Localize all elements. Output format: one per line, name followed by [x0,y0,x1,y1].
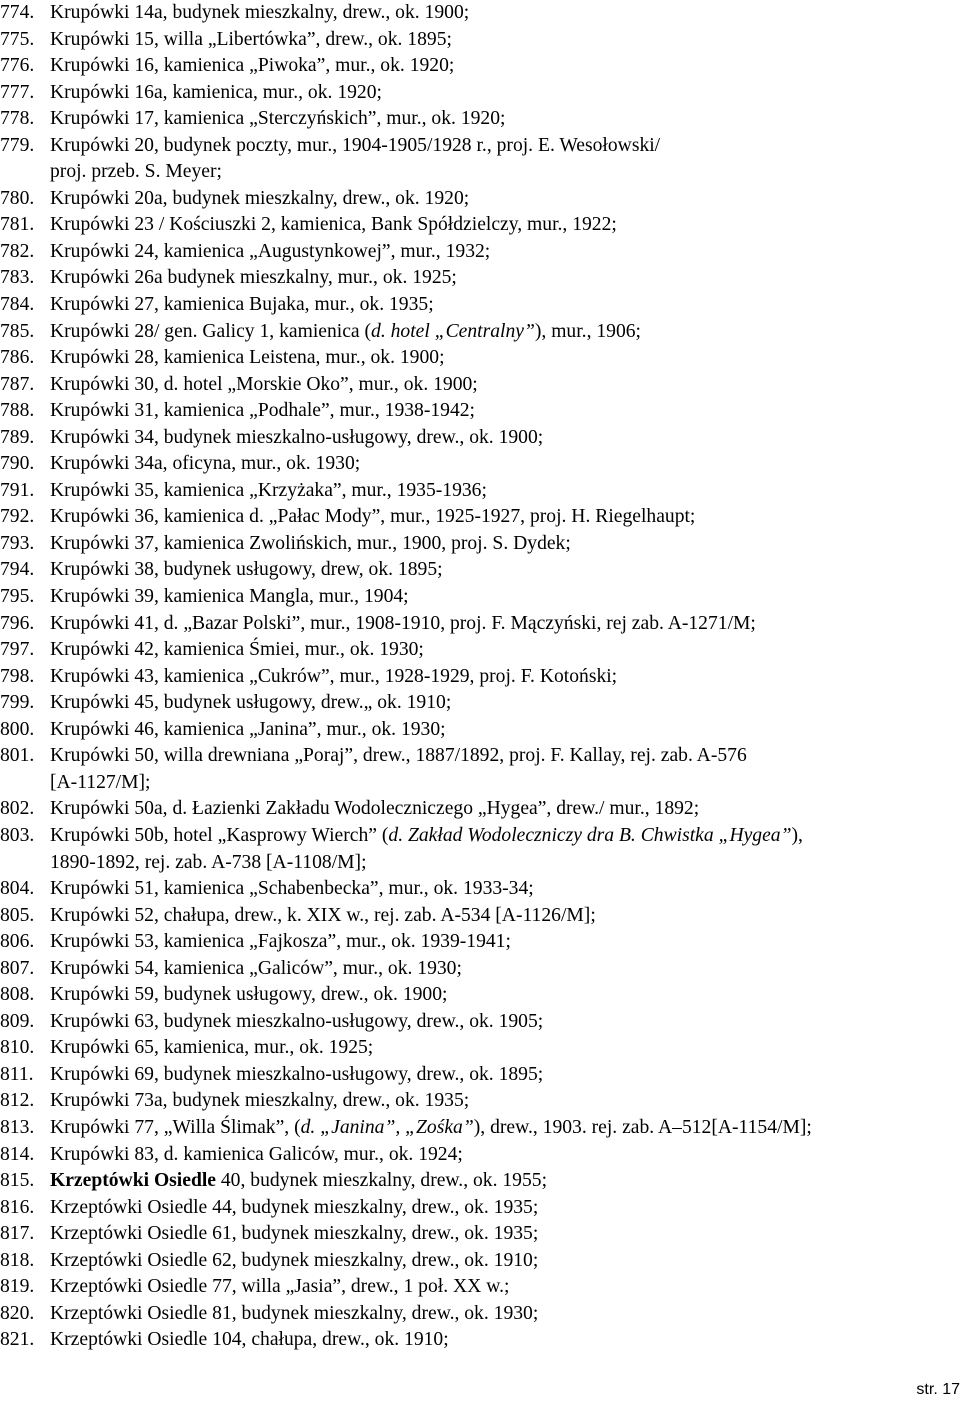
entry-text [50,690,960,717]
list-item [0,743,960,796]
entry-text [50,717,960,744]
entry-text [50,292,960,319]
entry-text-rest: ), mur., 1906; [534,320,642,342]
entry-text-main: Krupówki 31, kamienica „Podhale”, mur., 1938-1942; [50,400,475,422]
entry-text-main: Krupówki 59, budynek usługowy, drew., ok. 1900; [50,984,448,1006]
entry-text [50,796,960,823]
entry-text [50,80,960,107]
entry-number: 812. [0,1090,35,1112]
entry-text-main: Krupówki 17, kamienica „Sterczyńskich”, mur., ok. 1920; [50,108,506,130]
list-item [0,929,960,956]
entry-text-main: Krupówki 50, willa drewniana „Poraj”, drew., 1887/1892, proj. F. Kallay, rej. zab. A-576 [50,745,747,767]
entry-number: 776. [0,55,35,77]
entry-text [50,239,960,266]
list-item [0,611,960,638]
entry-number: 813. [0,1116,35,1138]
entry-number: 792. [0,506,35,528]
entry-text-main: Krupówki 42, kamienica Śmiei, mur., ok. 1930; [50,639,424,661]
entry-text [50,743,960,796]
entry-text-main: Krupówki 52, chałupa, drew., k. XIX w., rej. zab. A-534 [A-1126/M]; [50,904,596,926]
entry-text [50,1274,960,1301]
entry-number: 779. [0,134,35,156]
entry-text [50,133,960,186]
entry-text-main: Krupówki 30, d. hotel „Morskie Oko”, mur., ok. 1900; [50,373,478,395]
entry-text-main: Krupówki 14a, budynek mieszkalny, drew., ok. 1900; [50,2,470,23]
entry-text-main: Krupówki 23 / Kościuszki 2, kamienica, Bank Spółdzielczy, mur., 1922; [50,214,617,236]
entry-text [50,53,960,80]
entry-text-main: Krupówki 27, kamienica Bujaka, mur., ok. 1935; [50,294,434,316]
list-item [0,690,960,717]
entry-text [50,1168,960,1195]
entry-text-italic: d. Zakład Wodoleczniczy dra B. Chwistka „Hygea” [388,824,792,846]
entry-number: 809. [0,1010,35,1032]
entry-text-main: Krupówki 77, „Willa Ślimak”, ( [50,1116,301,1138]
list-item [0,1088,960,1115]
entry-text-rest: ), drew., 1903. rej. zab. A–512[A-1154/M]; [473,1116,812,1138]
entry-number: 786. [0,347,35,369]
entry-text-main: Krupówki 39, kamienica Mangla, mur., 1904; [50,586,409,608]
list-item [0,1168,960,1195]
list-item [0,1327,960,1354]
list-item [0,557,960,584]
page-number: str. 17 [916,1381,960,1398]
entry-number: 811. [0,1063,34,1085]
entry-number: 806. [0,931,35,953]
entry-number: 795. [0,586,35,608]
entry-text [50,372,960,399]
entry-text [50,451,960,478]
entry-number: 777. [0,81,35,103]
entry-text [50,584,960,611]
entry-number: 780. [0,187,35,209]
entry-text-main: Krupówki 50b, hotel „Kasprowy Wierch” ( [50,824,389,846]
entry-number: 789. [0,426,35,448]
entry-number: 793. [0,532,35,554]
entry-text-main: Krzeptówki Osiedle 61, budynek mieszkalny, drew., ok. 1935; [50,1223,539,1245]
list-item [0,982,960,1009]
entry-text [50,664,960,691]
entry-text [50,106,960,133]
list-item [0,531,960,558]
entry-text [50,1009,960,1036]
list-item [0,451,960,478]
entry-text-main: Krupówki 50a, d. Łazienki Zakładu Wodoleczniczego „Hygea”, drew./ mur., 1892; [50,798,700,820]
entry-text-continuation: 1890-1892, rej. zab. A-738 [A-1108/M]; [50,851,367,873]
list-item [0,186,960,213]
entry-number: 782. [0,240,35,262]
entry-text-italic: d. „Janina”, „Zośka” [300,1116,474,1138]
entry-text [50,876,960,903]
entry-text-main: Krupówki 54, kamienica „Galiców”, mur., ok. 1930; [50,957,462,979]
list-item [0,717,960,744]
entry-text [50,531,960,558]
list-item [0,1062,960,1089]
entry-text [50,982,960,1009]
entry-text-continuation: proj. przeb. S. Meyer; [50,161,222,183]
entry-text-italic: d. hotel „Centralny” [371,320,535,342]
list-item [0,372,960,399]
entry-text-main: Krupówki 63, budynek mieszkalno-usługowy, drew., ok. 1905; [50,1010,544,1032]
list-item [0,1115,960,1142]
entry-text-continuation: [A-1127/M]; [50,771,151,793]
list-item [0,106,960,133]
entry-number: 798. [0,665,35,687]
list-item [0,637,960,664]
entry-number: 800. [0,718,35,740]
list-item [0,27,960,54]
list-item [0,1221,960,1248]
entry-text [50,903,960,930]
entry-number: 802. [0,798,35,820]
list-item [0,1142,960,1169]
list-item [0,398,960,425]
entry-text-main: Krzeptówki Osiedle 104, chałupa, drew., ok. 1910; [50,1329,449,1351]
entry-text [50,1088,960,1115]
entry-text [50,425,960,452]
entry-number: 783. [0,267,35,289]
list-item [0,876,960,903]
entry-text [50,1221,960,1248]
entry-text-main: Krupówki 65, kamienica, mur., ok. 1925; [50,1037,374,1059]
list-item [0,1195,960,1222]
entry-text-main: Krupówki 20, budynek poczty, mur., 1904-1905/1928 r., proj. E. Wesołowski/ [50,134,661,156]
entry-text [50,1248,960,1275]
entry-text-main: Krupówki 34a, oficyna, mur., ok. 1930; [50,453,361,475]
entry-text-main: Krupówki 38, budynek usługowy, drew, ok. 1895; [50,559,443,581]
entry-text-main: Krupówki 26a budynek mieszkalny, mur., ok. 1925; [50,267,457,289]
list-item [0,1009,960,1036]
entry-text-main: Krupówki 15, willa „Libertówka”, drew., ok. 1895; [50,28,452,50]
entry-text-main: Krupówki 35, kamienica „Krzyżaka”, mur., 1935-1936; [50,479,487,501]
entry-text-main: Krupówki 41, d. „Bazar Polski”, mur., 1908-1910, proj. F. Mączyński, rej zab. A-1271/M; [50,612,756,634]
entry-text-bold: Krzeptówki Osiedle [50,1170,216,1192]
entry-number: 808. [0,984,35,1006]
entry-number: 799. [0,692,35,714]
entry-number: 797. [0,639,35,661]
entry-number: 819. [0,1276,35,1298]
entry-text [50,1115,960,1142]
entry-text [50,1327,960,1354]
entry-text [50,478,960,505]
entry-number: 816. [0,1196,35,1218]
entry-text-main: Krzeptówki Osiedle 81, budynek mieszkalny, drew., ok. 1930; [50,1302,539,1324]
entry-number: 787. [0,373,35,395]
entry-text [50,637,960,664]
entry-text [50,398,960,425]
entry-text-main: Krupówki 20a, budynek mieszkalny, drew., ok. 1920; [50,187,470,209]
list-item [0,319,960,346]
entry-number: 807. [0,957,35,979]
list-item [0,265,960,292]
entry-text-rest: 40, budynek mieszkalny, drew., ok. 1955; [215,1170,548,1192]
entry-text [50,0,960,27]
list-item [0,425,960,452]
entry-text [50,186,960,213]
entry-text-main: Krupówki 83, d. kamienica Galiców, mur., ok. 1924; [50,1143,463,1165]
entry-number: 775. [0,28,35,50]
entry-number: 788. [0,400,35,422]
entry-text-main: Krupówki 28/ gen. Galicy 1, kamienica ( [50,320,372,342]
entry-number: 803. [0,824,35,846]
entry-text-main: Krzeptówki Osiedle 62, budynek mieszkalny, drew., ok. 1910; [50,1249,539,1271]
entry-text [50,956,960,983]
entry-text [50,319,960,346]
list-item [0,80,960,107]
entry-text-main: Krupówki 51, kamienica „Schabenbecka”, mur., ok. 1933-34; [50,878,534,900]
entry-number: 785. [0,320,35,342]
list-item [0,345,960,372]
entry-text [50,1062,960,1089]
entry-text-rest: ), [791,824,803,846]
entry-text [50,1035,960,1062]
entry-text-main: Krupówki 43, kamienica „Cukrów”, mur., 1928-1929, proj. F. Kotoński; [50,665,618,687]
entry-text [50,212,960,239]
list-item [0,1274,960,1301]
entry-number: 810. [0,1037,35,1059]
list-item [0,584,960,611]
entry-text-main: Krzeptówki Osiedle 77, willa „Jasia”, drew., 1 poł. XX w.; [50,1276,510,1298]
entry-text-main: Krupówki 28, kamienica Leistena, mur., ok. 1900; [50,347,445,369]
entry-number: 790. [0,453,35,475]
entry-text-main: Krupówki 24, kamienica „Augustynkowej”, mur., 1932; [50,240,491,262]
entry-text [50,611,960,638]
entry-text [50,27,960,54]
list-item [0,1248,960,1275]
list-item [0,478,960,505]
entry-number: 801. [0,745,35,767]
list-item [0,956,960,983]
entry-text-main: Krupówki 16, kamienica „Piwoka”, mur., ok. 1920; [50,55,455,77]
list-item [0,212,960,239]
list-item [0,53,960,80]
entry-number: 820. [0,1302,35,1324]
entry-number: 804. [0,878,35,900]
entry-text-main: Krzeptówki Osiedle 44, budynek mieszkalny, drew., ok. 1935; [50,1196,539,1218]
entry-number: 805. [0,904,35,926]
list-item [0,133,960,186]
entry-number: 818. [0,1249,35,1271]
list-item [0,239,960,266]
entry-number: 814. [0,1143,35,1165]
entry-text-main: Krupówki 36, kamienica d. „Pałac Mody”, mur., 1925-1927, proj. H. Riegelhaupt; [50,506,696,528]
entry-text-main: Krupówki 69, budynek mieszkalno-usługowy, drew., ok. 1895; [50,1063,544,1085]
entry-text-main: Krupówki 37, kamienica Zwolińskich, mur., 1900, proj. S. Dydek; [50,532,571,554]
entry-text-main: Krupówki 73a, budynek mieszkalny, drew., ok. 1935; [50,1090,470,1112]
list-item [0,823,960,876]
entry-number: 784. [0,294,35,316]
list-item [0,664,960,691]
entry-text-main: Krupówki 46, kamienica „Janina”, mur., ok. 1930; [50,718,446,740]
entry-text [50,1301,960,1328]
entry-text-main: Krupówki 53, kamienica „Fajkosza”, mur., ok. 1939-1941; [50,931,511,953]
entry-number: 791. [0,479,35,501]
entry-text [50,929,960,956]
entry-number: 796. [0,612,35,634]
list-item [0,796,960,823]
entry-text-main: Krupówki 34, budynek mieszkalno-usługowy, drew., ok. 1900; [50,426,544,448]
entry-number: 815. [0,1170,35,1192]
entry-text [50,504,960,531]
entry-number: 774. [0,2,35,23]
list-item [0,1301,960,1328]
list-item [0,0,960,27]
entry-text [50,557,960,584]
entry-number: 821. [0,1329,35,1351]
entry-text [50,823,960,876]
entry-number: 794. [0,559,35,581]
entry-text [50,345,960,372]
entry-number: 778. [0,108,35,130]
entry-number: 781. [0,214,35,236]
entry-text [50,265,960,292]
entry-number: 817. [0,1223,35,1245]
list-item [0,504,960,531]
entry-text [50,1195,960,1222]
list-item [0,1035,960,1062]
list-item [0,292,960,319]
entry-text [50,1142,960,1169]
entry-text-main: Krupówki 16a, kamienica, mur., ok. 1920; [50,81,382,103]
list-item [0,903,960,930]
entry-text-main: Krupówki 45, budynek usługowy, drew.„ ok. 1910; [50,692,452,714]
